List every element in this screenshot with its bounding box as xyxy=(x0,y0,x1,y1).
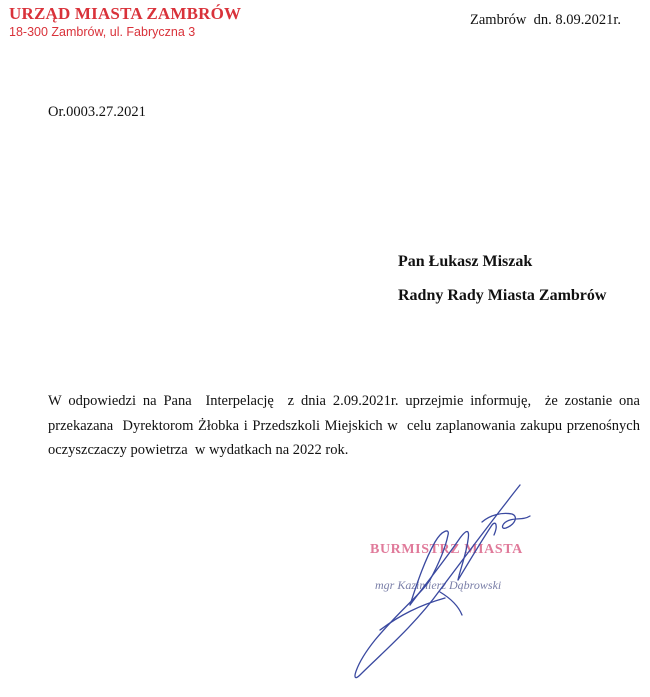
letter-body: W odpowiedzi na Pana Interpelację z dnia 2.09.2021r. uprzejmie informuję, że zostanie ona przekazana Dyrektorom Żłobka i Przedszkoli Miejskich w celu zaplanowania zakupu przenośnych oczyszczaczy powietrza w wydatkach na 2022 rok. xyxy=(48,393,644,458)
date-line: Zambrów dn. 8.09.2021r. xyxy=(470,12,622,28)
stamp-name: mgr Kazimierz Dąbrowski xyxy=(375,578,502,592)
stamp-title: BURMISTRZ MIASTA xyxy=(370,542,523,557)
recipient-title: Radny Rady Miasta Zambrów xyxy=(398,287,607,304)
signature-block xyxy=(320,480,620,690)
handwritten-signature xyxy=(320,480,620,690)
letterhead-address: 18-300 Zambrów, ul. Fabryczna 3 xyxy=(9,25,196,39)
letterhead-office-name: URZĄD MIASTA ZAMBRÓW xyxy=(9,4,242,23)
reference-number: Or.0003.27.2021 xyxy=(48,104,146,120)
recipient-name: Pan Łukasz Miszak xyxy=(398,253,533,270)
